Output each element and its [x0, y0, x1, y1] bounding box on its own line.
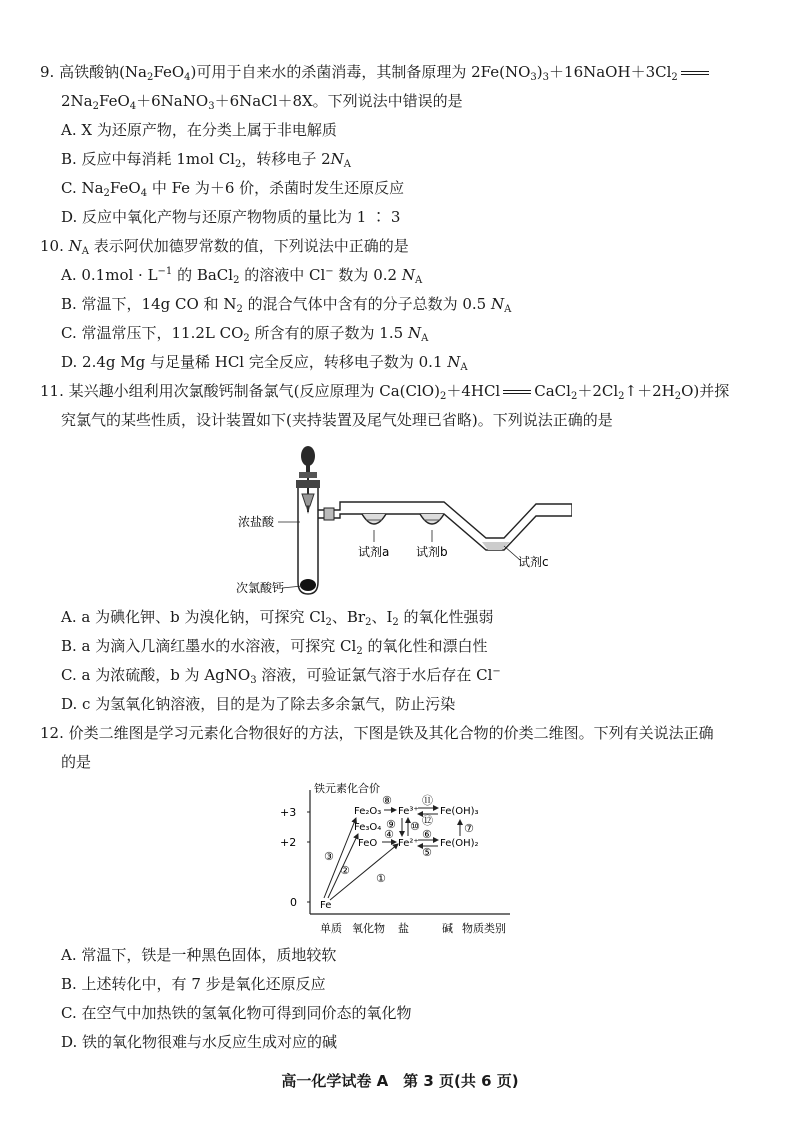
question-11 [40, 377, 760, 435]
q12-option-a[interactable]: A. 常温下，铁是一种黑色固体，质地较软 [61, 946, 337, 964]
y-tick-zero: 0 [290, 896, 297, 909]
q11-option-d[interactable]: D. c 为氢氧化钠溶液，目的是为了除去多余氯气，防止污染 [61, 695, 456, 713]
step-1: ① [376, 872, 386, 885]
step-5: ⑤ [422, 846, 432, 859]
label-reagent-b: 试剂b [416, 545, 448, 559]
species-fe2o3: Fe₂O₃ [354, 806, 382, 817]
label-reagent-c: 试剂c [518, 555, 549, 569]
gas-tube [318, 502, 572, 550]
step-8: ⑧ [382, 794, 392, 807]
y-tick-plus2: +2 [280, 836, 297, 849]
q10-option-d[interactable]: D. 2.4g Mg 与足量稀 HCl 完全反应，转移电子数为 0.1 $N_A$ [61, 353, 468, 373]
step-2: ② [340, 864, 350, 877]
species-fe3plus: Fe³⁺ [398, 806, 419, 817]
q12-stem-line1: 12. 价类二维图是学习元素化合物很好的方法，下图是铁及其化合物的价类二维图。下列有关说法正确 [40, 724, 714, 742]
y-axis-title: 铁元素化合价 [314, 782, 380, 795]
q11-stem-line2: 究氯气的某些性质，设计装置如下(夹持装置及尾气处理已省略)。下列说法正确的是 [61, 411, 613, 429]
q9-stem-line2: $2Na_2FeO_4+6NaNO_3+6NaCl+8X$。下列说法中错误的是 [61, 92, 463, 112]
question-9 [40, 58, 760, 232]
step-6: ⑥ [422, 828, 432, 841]
step-12: ⑫ [422, 814, 433, 827]
x-tick-oxide: 氧化物 [352, 922, 385, 935]
q9-option-b[interactable]: B. 反应中每消耗 1mol $Cl_2$，转移电子 $2N_A$ [61, 150, 352, 170]
equals-sign-icon [681, 71, 709, 75]
q11-option-b[interactable]: B. a 为滴入几滴红墨水的水溶液，可探究 $Cl_2$ 的氧化性和漂白性 [61, 637, 488, 657]
q9-option-a[interactable]: A. X 为还原产物，在分类上属于非电解质 [61, 121, 337, 139]
question-12 [40, 719, 760, 777]
label-reagent-a: 试剂a [358, 545, 390, 559]
equals-sign-icon [503, 390, 531, 394]
x-tick-salt: 盐 [398, 922, 409, 935]
q12-option-d[interactable]: D. 铁的氧化物很难与水反应生成对应的碱 [61, 1033, 338, 1051]
species-feoh2: Fe(OH)₂ [440, 838, 479, 849]
q10-option-a[interactable]: A. $0.1mol \cdot L^{-1}$ 的 BaCl$_2$ 的溶液中 Cl− 数为 0.2 $N_A$ [61, 266, 423, 286]
species-feoh3: Fe(OH)₃ [440, 806, 479, 817]
step-11: ⑪ [422, 794, 433, 807]
page-footer: 高一化学试卷 A 第 3 页(共 6 页) [281, 1072, 519, 1090]
label-caclo: 次氯酸钙 [236, 581, 285, 595]
q11-options [40, 603, 760, 719]
species-fe2plus: Fe²⁺ [398, 838, 419, 849]
q10-stem: 10. $N_A$ 表示阿伏加德罗常数的值，下列说法中正确的是 [40, 237, 409, 257]
species-feo: FeO [358, 838, 378, 849]
reagent-b-bulb [420, 514, 444, 524]
q9-option-c[interactable]: C. $Na_2FeO_4$ 中 Fe 为＋6 价，杀菌时发生还原反应 [61, 179, 405, 199]
apparatus-figure [236, 442, 572, 600]
q10-option-c[interactable]: C. 常温常压下，11.2L $CO_2$ 所含有的原子数为 1.5 $N_A$ [61, 324, 429, 344]
y-tick-plus3: +3 [280, 806, 297, 819]
q10-option-b[interactable]: B. 常温下，14g CO 和 $N_2$ 的混合气体中含有的分子总数为 0.5 $N_A$ [61, 295, 512, 315]
step-4: ④ [384, 828, 394, 841]
step-9: ⑨ [386, 818, 396, 831]
x-tick-base: 碱 [442, 922, 453, 935]
q11-stem-line1: 11. 某兴趣小组利用次氯酸钙制备氯气(反应原理为 $Ca(ClO)_2+4HCl$ $CaCl_2+2Cl_2↑+2H_2O$)并探 [40, 382, 730, 402]
step-3: ③ [324, 850, 334, 863]
x-tick-element: 单质 [320, 922, 342, 935]
step-10: ⑩ [410, 820, 420, 833]
valence-class-diagram [280, 780, 520, 940]
species-fe3o4: Fe₃O₄ [354, 822, 382, 833]
q12-option-c[interactable]: C. 在空气中加热铁的氢氧化物可得到同价态的氧化物 [61, 1004, 412, 1022]
q11-option-a[interactable]: A. a 为碘化钾、b 为溴化钠，可探究 $Cl_2$、$Br_2$、$I_2$ 的氧化性强弱 [61, 608, 494, 628]
q9-stem-line1: 9. 高铁酸钠$(Na_2FeO_4)$可用于自来水的杀菌消毒，其制备原理为 $2Fe(NO_3)_3+16NaOH+3Cl_2$ [40, 58, 760, 87]
reagent-a-bulb [362, 514, 386, 524]
label-hcl: 浓盐酸 [238, 515, 275, 529]
step-7: ⑦ [464, 822, 474, 835]
question-10 [40, 232, 760, 377]
q12-options [40, 941, 760, 1057]
species-fe: Fe [320, 900, 332, 911]
q11-option-c[interactable]: C. a 为浓硫酸，b 为 AgNO$_3$ 溶液，可验证氯气溶于水后存在 Cl− [61, 666, 501, 686]
q12-stem-line2: 的是 [61, 753, 92, 771]
x-axis-title: 物质类别 [462, 922, 506, 935]
q12-option-b[interactable]: B. 上述转化中，有 7 步是氧化还原反应 [61, 975, 326, 993]
q9-option-d[interactable]: D. 反应中氧化产物与还原产物物质的量比为 1 ∶ 3 [61, 208, 401, 226]
